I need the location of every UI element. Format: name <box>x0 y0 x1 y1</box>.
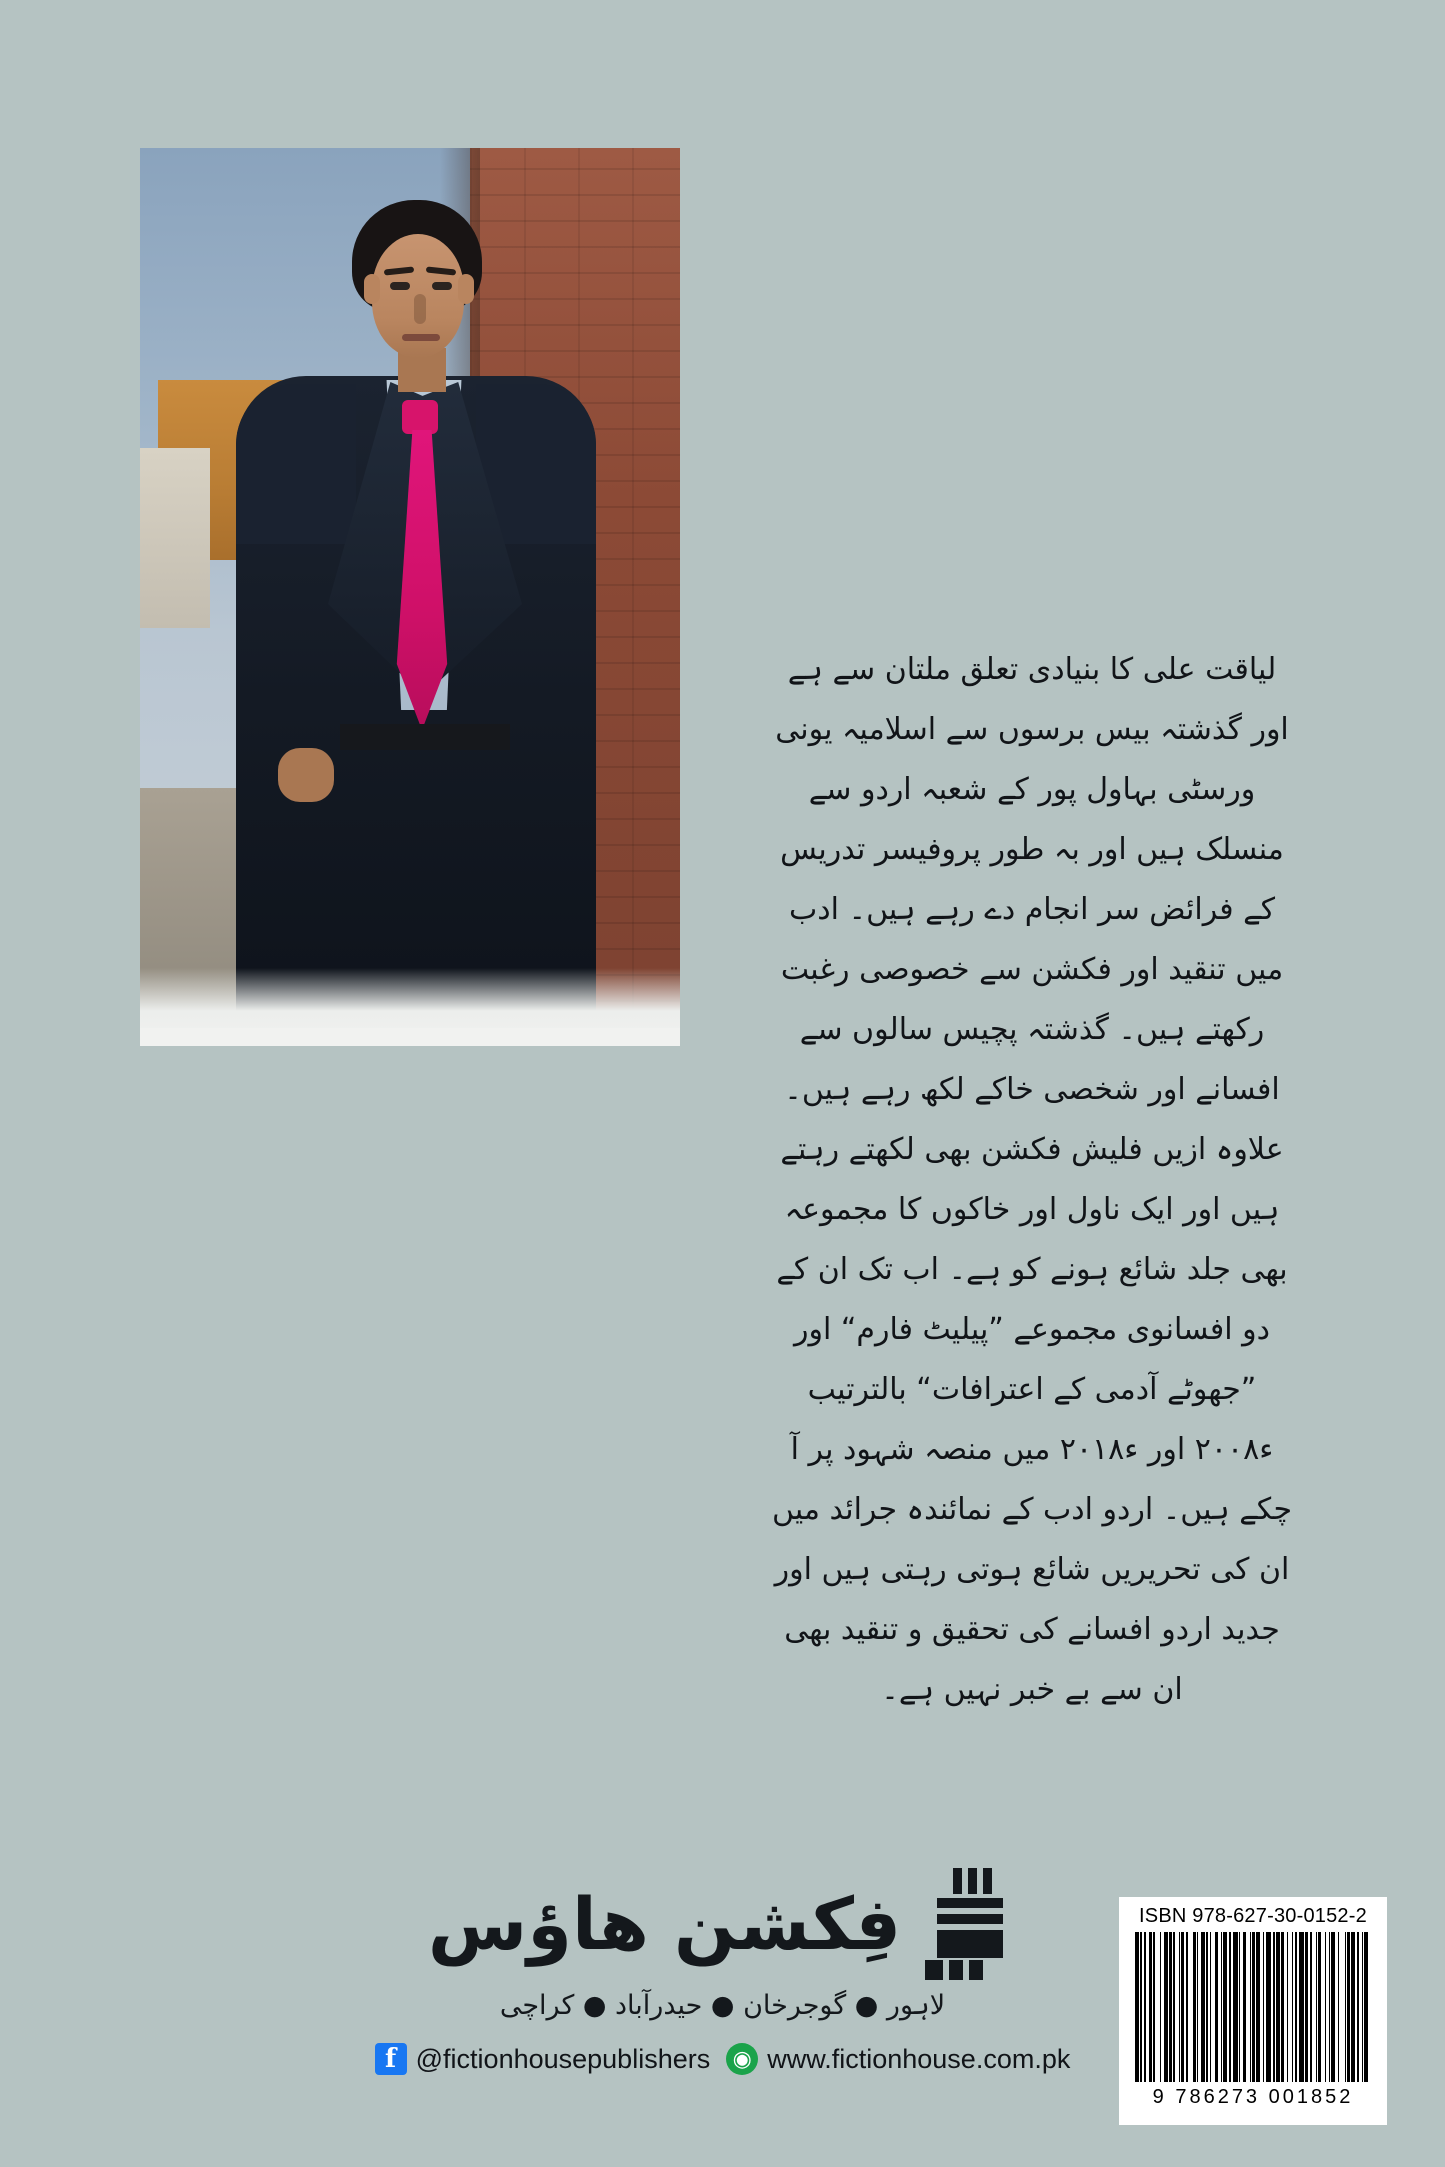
photo-tie-knot <box>402 400 438 434</box>
photo-hand <box>278 748 334 802</box>
photo-nose <box>414 294 426 324</box>
photo-ear-left <box>364 274 380 304</box>
isbn-barcode <box>1119 1897 1387 2125</box>
photo-eye-left <box>390 282 410 290</box>
author-photo-frame <box>140 148 680 1046</box>
photo-shoulder-left <box>236 384 356 544</box>
photo-mouth <box>402 334 440 341</box>
facebook-handle: @fictionhousepublishers <box>415 2043 711 2074</box>
globe-icon: ◉ <box>726 2043 758 2075</box>
isbn-label: ISBN 978-627-30-0152-2 <box>1139 1905 1367 1927</box>
website-contact[interactable] <box>726 2043 1070 2075</box>
barcode-digits: 9 786273 001852 <box>1152 2086 1354 2108</box>
facebook-icon: f <box>375 2043 407 2075</box>
author-photo <box>140 148 680 1028</box>
barcode-bars <box>1129 1932 1377 2082</box>
facebook-contact[interactable] <box>375 2043 711 2075</box>
author-biography-text: لیاقت علی کا بنیادی تعلق ملتان سے ہے اور گذشتہ بیس برسوں سے اسلامیہ یونی ورسٹی بہاول پور کے شعبہ اردو سے منسلک ہیں اور بہ طور پروفیسر تدریس کے فرائض سر انجام دے رہے ہیں۔ ادب میں تنقید اور فکشن سے خصوصی رغبت رکھتے ہیں۔ گذشتہ پچیس سالوں سے افسانے اور شخصی خاکے لکھ رہے ہیں۔ علاوہ ازیں فلیش فکشن بھی لکھتے رہتے ہیں اور ایک ناول اور خاکوں کا مجموعہ بھی جلد شائع ہونے کو ہے۔ اب تک ان کے دو افسانوی مجموعے ”پیلیٹ فارم“ اور ”جھوٹے آدمی کے اعترافات“ بالترتیب ء۲۰۰۸ اور ء۲۰۱۸ میں منصہ شہود پر آ چکے ہیں۔ اردو ادب کے نمائندہ جرائد میں ان کی تحریریں شائع ہوتی رہتی ہیں اور جدید اردو افسانے کی تحقیق و تنقید بھی ان سے بے خبر نہیں ہے۔ <box>762 652 1292 1707</box>
barcode-bar <box>1368 1932 1371 2082</box>
website-url: www.fictionhouse.com.pk <box>767 2043 1071 2074</box>
publisher-cities: لاہور ● گوجرخان ● حیدرآباد ● کراچی <box>499 1990 946 2021</box>
photo-bottom-fade <box>140 968 680 1028</box>
photo-belt <box>340 724 510 750</box>
photo-background-house-secondary <box>140 448 210 628</box>
publisher-name: فِکشن ھاؤس <box>427 1882 902 1966</box>
photo-eye-right <box>432 282 452 290</box>
photo-ear-right <box>458 274 474 304</box>
fiction-house-logo <box>923 1868 1017 1980</box>
